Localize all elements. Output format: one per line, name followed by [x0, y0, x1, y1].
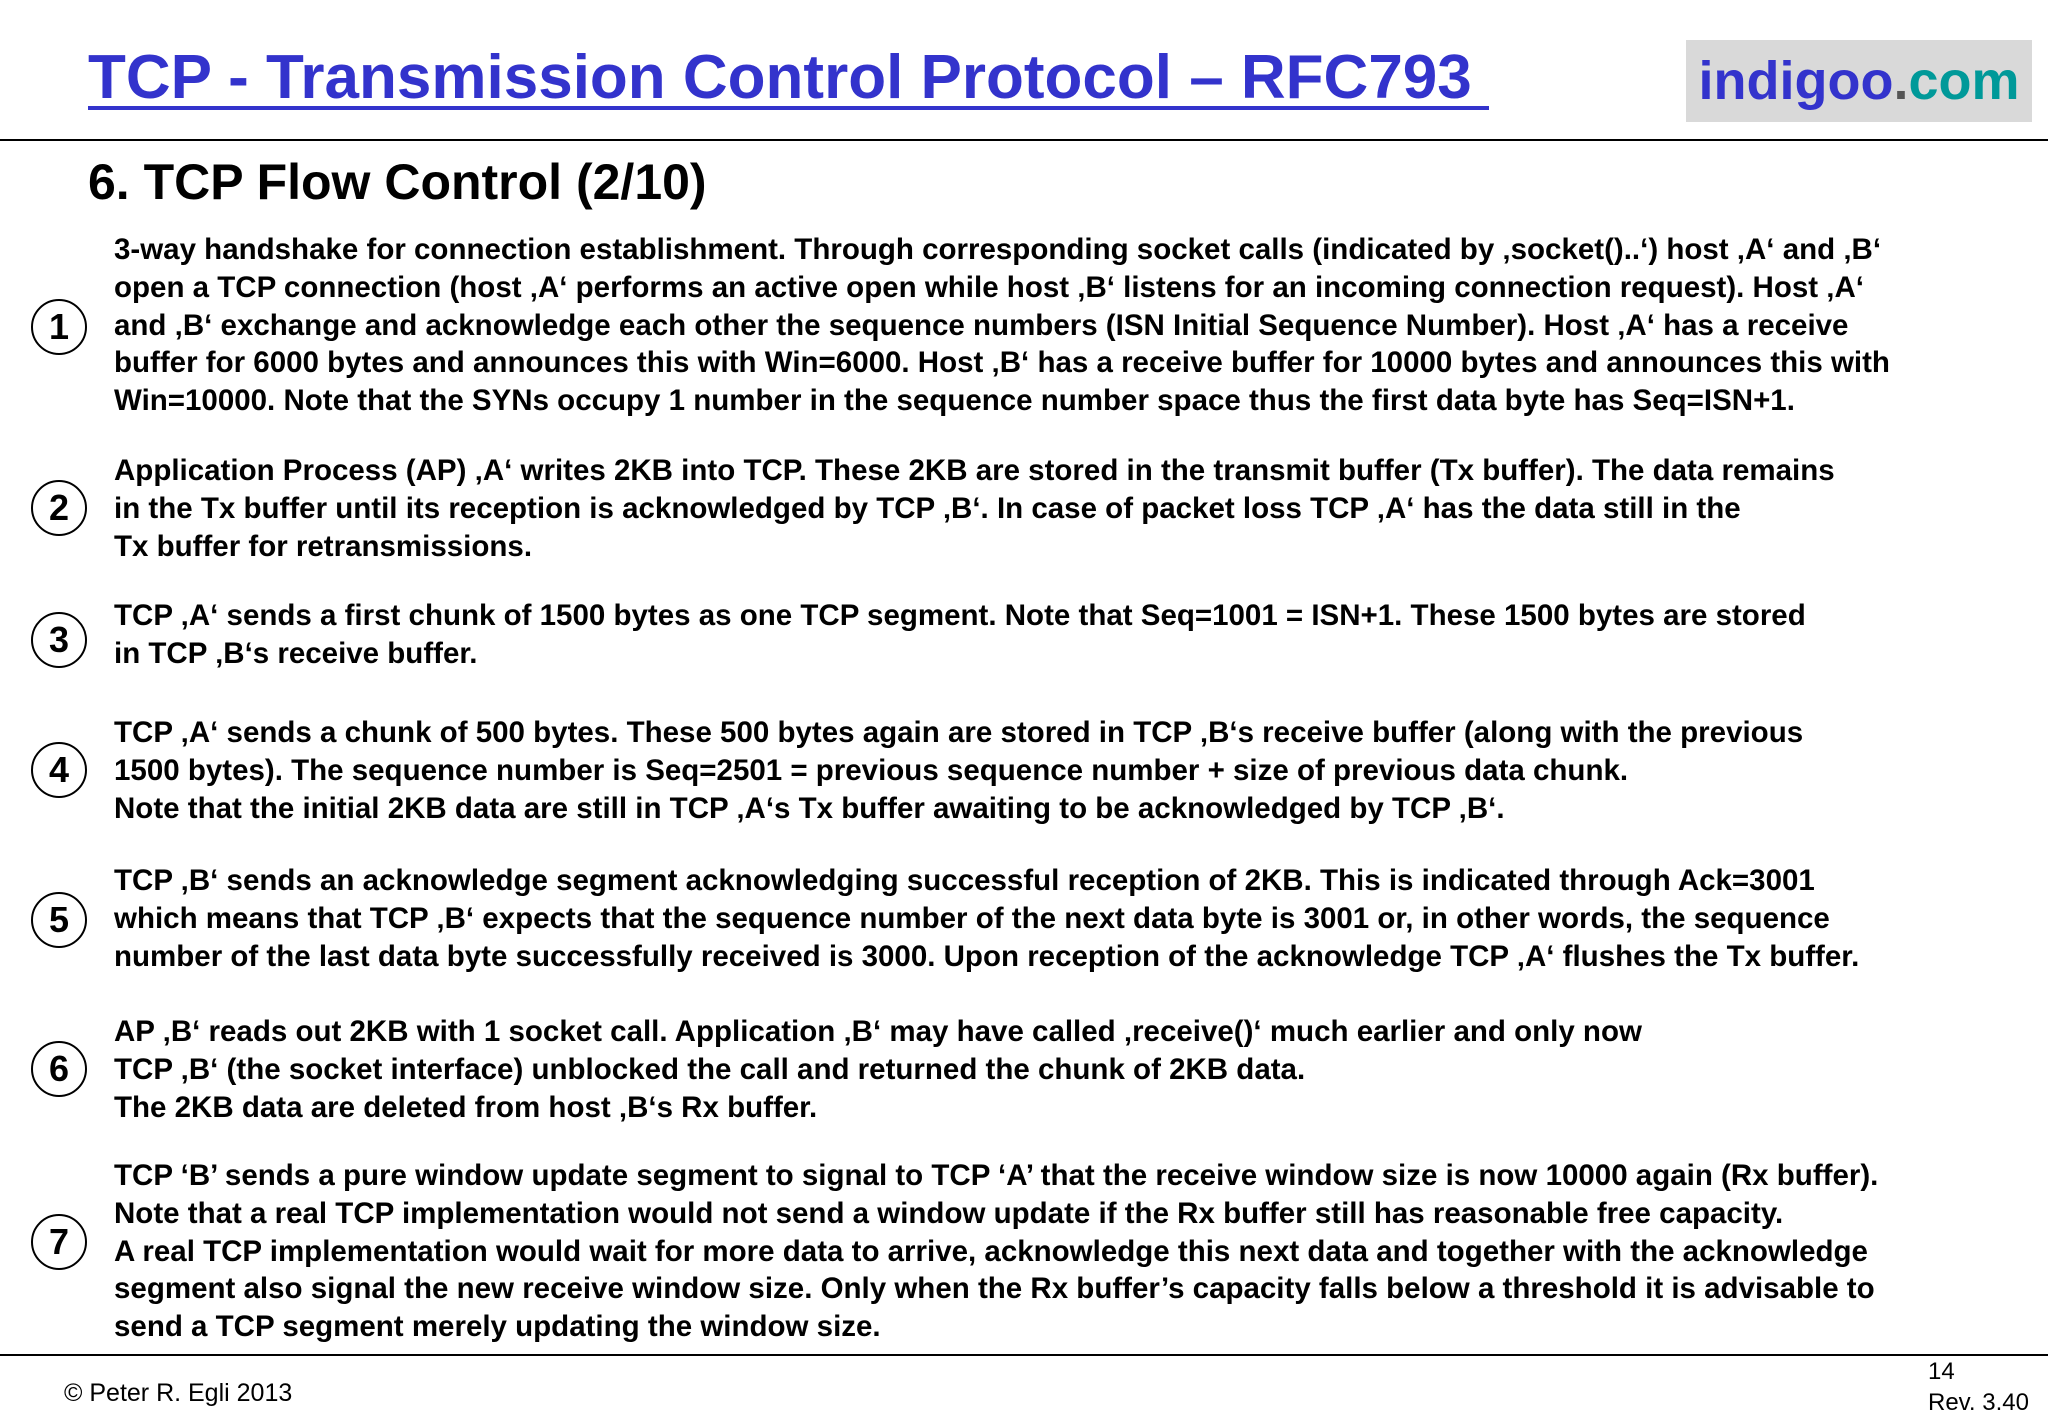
step-3-text: TCP ‚A‘ sends a first chunk of 1500 bytes as one TCP segment. Note that Seq=1001 = ISN+1. These 1500 bytes are stored in TCP ‚B‘s receive buffer. — [114, 599, 1806, 670]
logo-dot: . — [1893, 51, 1909, 111]
step-4-number-badge: 4 — [31, 742, 87, 798]
revision-label: Rev. 3.40 — [1928, 1389, 2029, 1416]
step-6-number-badge: 6 — [31, 1041, 87, 1097]
copyright-notice: © Peter R. Egli 2013 — [64, 1379, 293, 1407]
step-7-number-badge: 7 — [31, 1214, 87, 1270]
step-2-number-badge: 2 — [31, 480, 87, 536]
step-2-text: Application Process (AP) ‚A‘ writes 2KB into TCP. These 2KB are stored in the transmit buffer (Tx buffer). The data remains in the Tx buffer until its reception is acknowledged by TCP ‚B‘. In case of packet loss TCP ‚A‘ has the data still in the Tx buffer for retransmissions. — [114, 454, 1835, 563]
step-1-text: 3-way handshake for connection establishment. Through corresponding socket calls (indicated by ‚socket()..‘) host ‚A‘ and ‚B‘ open a TCP connection (host ‚A‘ performs an active open while host ‚B‘ listens for an incoming connection request). Host ‚A‘ and ‚B‘ exchange and acknowledge each other the sequence numbers (ISN Initial Sequence Number). Host ‚A‘ has a receive buffer for 6000 bytes and announces this with Win=6000. Host ‚B‘ has a receive buffer for 10000 bytes and announces this with Win=10000. Note that the SYNs occupy 1 number in the sequence number space thus the first data byte has Seq=ISN+1. — [114, 233, 1890, 418]
step-1-number-badge: 1 — [31, 299, 87, 355]
logo-tld: com — [1908, 51, 2020, 111]
page-number: 14 — [1928, 1358, 1955, 1385]
slide-title: TCP - Transmission Control Protocol – RFC793 — [88, 43, 1489, 112]
indigoo-logo — [1686, 40, 2032, 122]
footer-divider — [0, 1354, 2048, 1356]
step-7-text: TCP ‘B’ sends a pure window update segment to signal to TCP ‘A’ that the receive window size is now 10000 again (Rx buffer). Note that a real TCP implementation would not send a window update if the Rx buffer still has reasonable free capacity. A real TCP implementation would wait for more data to arrive, acknowledge this next data and together with the acknowledge segment also signal the new receive window size. Only when the Rx buffer’s capacity falls below a threshold it is advisable to send a TCP segment merely updating the window size. — [114, 1159, 1879, 1344]
logo-name: indigoo — [1698, 51, 1894, 111]
section-title: 6. TCP Flow Control (2/10) — [88, 154, 707, 210]
header-divider — [0, 139, 2048, 141]
step-3-number-badge: 3 — [31, 612, 87, 668]
step-4-text: TCP ‚A‘ sends a chunk of 500 bytes. These 500 bytes again are stored in TCP ‚B‘s receive buffer (along with the previous 1500 bytes). The sequence number is Seq=2501 = previous sequence number + size of previous data chunk. Note that the initial 2KB data are still in TCP ‚A‘s Tx buffer awaiting to be acknowledged by TCP ‚B‘. — [114, 716, 1804, 825]
step-6-text: AP ‚B‘ reads out 2KB with 1 socket call. Application ‚B‘ may have called ‚receive()‘ much earlier and only now TCP ‚B‘ (the socket interface) unblocked the call and returned the chunk of 2KB data. The 2KB data are deleted from host ‚B‘s Rx buffer. — [114, 1015, 1642, 1124]
step-5-number-badge: 5 — [31, 892, 87, 948]
step-5-text: TCP ‚B‘ sends an acknowledge segment acknowledging successful reception of 2KB. This is indicated through Ack=3001 which means that TCP ‚B‘ expects that the sequence number of the next data byte is 3001 or, in other words, the sequence number of the last data byte successfully received is 3000. Upon reception of the acknowledge TCP ‚A‘ flushes the Tx buffer. — [114, 864, 1860, 973]
